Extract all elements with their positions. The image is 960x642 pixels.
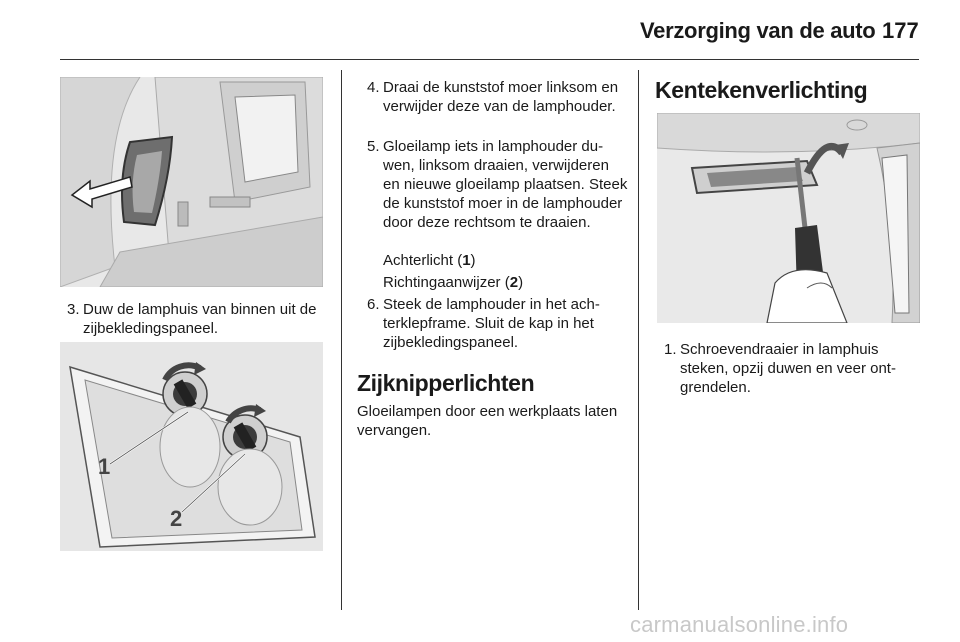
legend-rear-light <box>383 251 476 270</box>
step-number: 5. <box>367 138 380 155</box>
step-text: Schroevendraaier in lamphuis steken, opzij duwen en veer ontgrendelen. <box>680 341 896 396</box>
page-title: Verzorging van de auto <box>640 18 876 43</box>
legend-text: Richtingaanwijzer ( <box>383 274 510 291</box>
license-light-illustration <box>657 113 920 323</box>
legend-ref: 2 <box>509 274 519 291</box>
step-text: Gloeilamp iets in lamphouder duwen, linksom draaien, verwijderen en nieuwe gloeilamp plaatsen. Steek de kunststof moer in de lamphouder door deze rechtsom te draaien. <box>383 138 628 231</box>
figure-license-plate-light <box>657 113 920 323</box>
step-number: 1. <box>664 341 677 358</box>
callout-label-1: 1 <box>98 454 111 479</box>
legend-suffix: ) <box>518 274 524 291</box>
step-number: 4. <box>367 79 380 96</box>
legend-turn-signal <box>383 273 523 292</box>
legend-ref: 1 <box>462 252 471 269</box>
legend-text: Achterlicht ( <box>383 252 463 269</box>
trunk-illustration <box>60 77 323 287</box>
figure-taillight-bulbs <box>60 342 323 551</box>
column-divider-right <box>638 70 639 610</box>
page-number: 177 <box>882 18 919 43</box>
watermark-text: carmanualsonline.info <box>630 612 849 637</box>
step-text: Steek de lamphouder in het achterklepframe. Sluit de kap in het zijbekledingspaneel. <box>383 296 600 351</box>
column-divider-left <box>341 70 342 610</box>
step-text: Draai de kunststof moer linksom en verwijder deze van de lamphouder. <box>383 79 619 115</box>
step-5 <box>367 137 629 232</box>
step-text: Duw de lamphuis van binnen uit de zijbekledingspaneel. <box>83 301 317 337</box>
step-number: 3. <box>67 301 80 318</box>
callout-label-2: 2 <box>170 506 183 531</box>
legend-suffix: ) <box>470 252 476 269</box>
section-heading-license-plate-light: Kentekenverlichting <box>655 77 868 103</box>
step-6 <box>367 295 627 352</box>
step-4 <box>367 78 627 116</box>
taillight-illustration <box>60 342 323 551</box>
section-heading-side-indicators: Zijknipperlichten <box>357 370 535 396</box>
header-rule <box>60 59 919 60</box>
section-text-side-indicators: Gloeilampen door een werkplaats laten vervangen. <box>357 403 618 439</box>
step-number: 6. <box>367 296 380 313</box>
step-3 <box>67 300 329 338</box>
figure-trunk-side-panel <box>60 77 323 287</box>
page-header <box>0 0 960 60</box>
step-1 <box>664 340 924 397</box>
